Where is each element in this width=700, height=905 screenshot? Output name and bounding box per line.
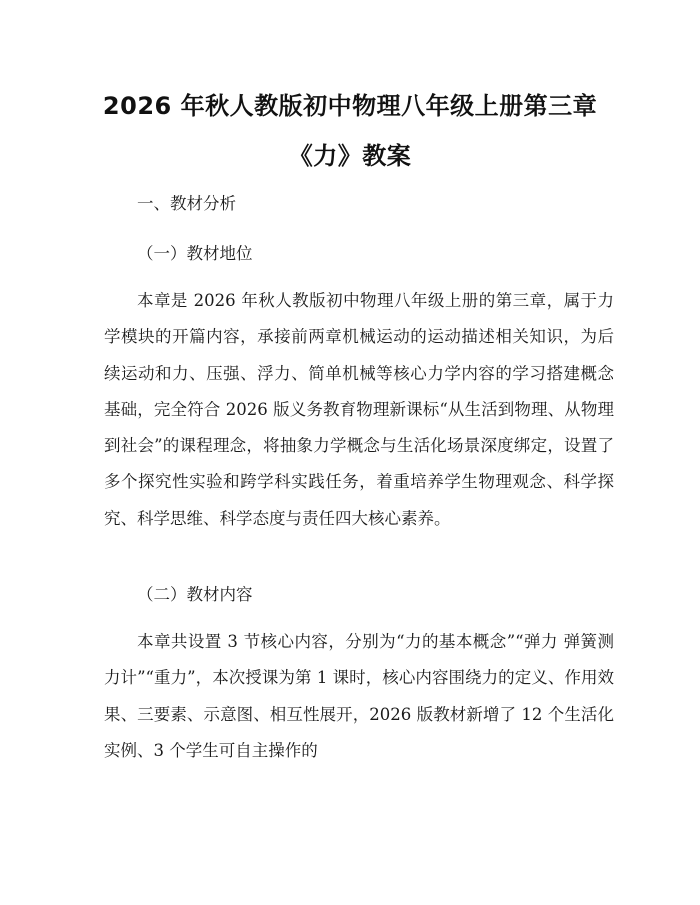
subsection-heading-textbook-position: （一）教材地位 — [137, 244, 253, 263]
section-heading-textbook-analysis: 一、教材分析 — [137, 194, 236, 213]
paragraph-textbook-position: 本章是 2026 年秋人教版初中物理八年级上册的第三章，属于力学模块的开篇内容，承接前两章机械运动的运动描述相关知识，为后续运动和力、压强、浮力、简单机械等核心力学内容的学习搭建概念基础，完全符合 2026 版义务教育物理新课标“从生活到物理、从物理到社会”的课程理念，将抽象力学概念与生活化场景深度绑定，设置了多个探究性实验和跨学科实践任务，着重培养学生物理观念、科学探究、科学思维、科学态度与责任四大核心素养。 — [104, 291, 614, 528]
document-title-line1: 2026 年秋人教版初中物理八年级上册第三章 — [102, 92, 598, 120]
document-title-line2: 《力》教案 — [288, 142, 412, 170]
paragraph-textbook-content: 本章共设置 3 节核心内容，分别为“力的基本概念”“弹力 弹簧测力计”“重力”，本次授课为第 1 课时，核心内容围绕力的定义、作用效果、三要素、示意图、相互性展开，2026 版教材新增了 12 个生活化实例、3 个学生可自主操作的 — [104, 632, 614, 760]
subsection-heading-textbook-content: （二）教材内容 — [137, 585, 253, 604]
